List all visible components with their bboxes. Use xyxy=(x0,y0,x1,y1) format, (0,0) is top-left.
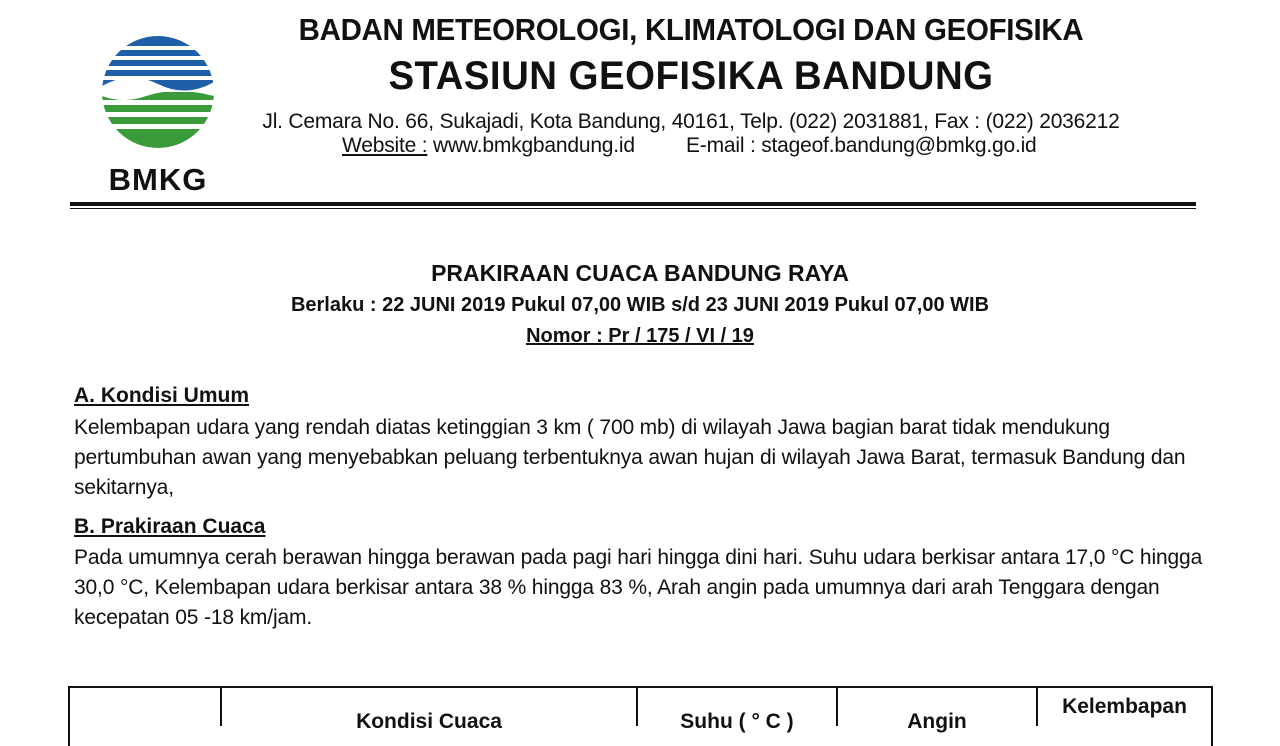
website-link[interactable]: www.bmkgbandung.id xyxy=(433,134,635,157)
forecast-title: PRAKIRAAN CUACA BANDUNG RAYA xyxy=(431,260,849,286)
section-b-text: Pada umumnya cerah berawan hingga berawan pada pagi hari hingga dini hari. Suhu udara berkisar antara 17,0 °C hingga 30,0 °C, Kelembapan udara berkisar antara 38 % hingga 83 %, Arah angin pada umumnya dari arah Tenggara dengan kecepatan 05 -18 km/jam. xyxy=(74,546,1203,629)
table-header-condition: Kondisi Cuaca xyxy=(356,710,502,733)
section-a-heading: A. Kondisi Umum xyxy=(74,384,250,407)
website-label: Website : xyxy=(342,134,428,157)
address-line: Jl. Cemara No. 66, Sukajadi, Kota Bandung, 40161, Telp. (022) 2031881, Fax : (022) 2036212 xyxy=(262,110,1120,133)
forecast-number-text: Nomor : Pr / 175 / VI / 19 xyxy=(526,325,754,347)
email-line[interactable]: E-mail : stageof.bandung@bmkg.go.id xyxy=(686,134,1037,157)
table-header-temperature: Suhu ( ° C ) xyxy=(680,710,794,733)
bmkg-logo xyxy=(96,26,220,196)
table-header-wind: Angin xyxy=(907,710,967,733)
forecast-validity: Berlaku : 22 JUNI 2019 Pukul 07,00 WIB s/d 23 JUNI 2019 Pukul 07,00 WIB xyxy=(290,294,990,316)
bmkg-emblem-icon xyxy=(96,26,220,158)
station-name: STASIUN GEOFISIKA BANDUNG xyxy=(388,54,994,98)
section-b-heading: B. Prakiraan Cuaca xyxy=(74,515,266,538)
letterhead-divider xyxy=(70,202,1196,206)
organization-name: BADAN METEOROLOGI, KLIMATOLOGI DAN GEOFISIKA xyxy=(298,12,1084,47)
logo-text: BMKG xyxy=(108,162,208,197)
website-line xyxy=(342,134,635,158)
section-a-text: Kelembapan udara yang rendah diatas ketinggian 3 km ( 700 mb) di wilayah Jawa bagian barat tidak mendukung pertumbuhan awan yang menyebabkan peluang terbentuknya awan hujan di wilayah Jawa Barat, termasuk Bandung dan sekitarnya, xyxy=(74,416,1186,499)
letterhead-divider-thin xyxy=(70,208,1196,209)
table-header-humidity: Kelembapan xyxy=(1062,695,1187,718)
forecast-number xyxy=(0,325,1280,348)
